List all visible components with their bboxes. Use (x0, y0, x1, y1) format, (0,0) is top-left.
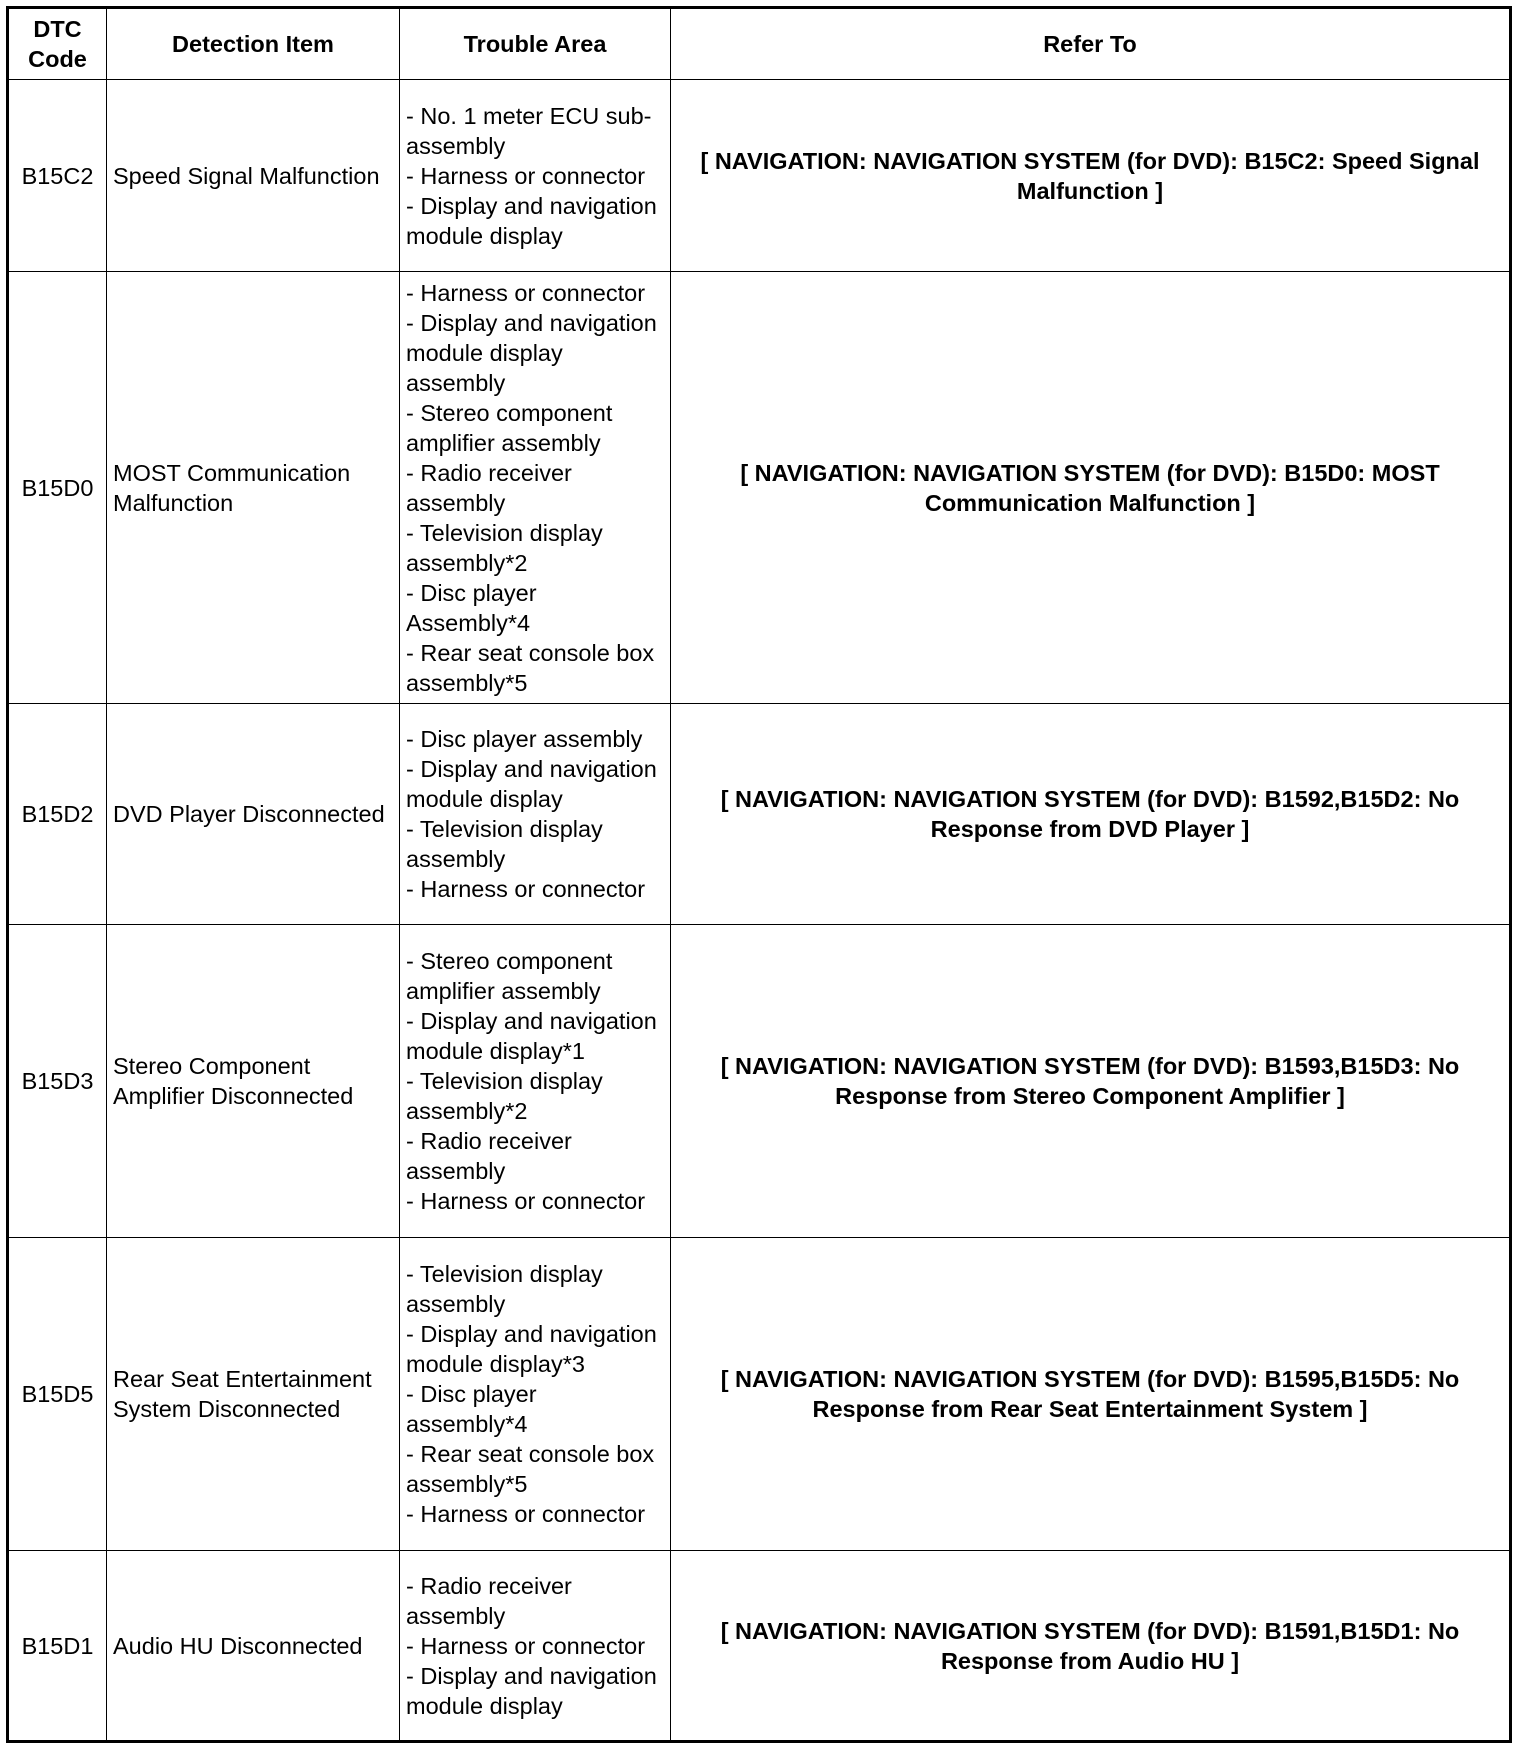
header-refer-to: Refer To (671, 8, 1511, 80)
refer-to-link[interactable]: [ NAVIGATION: NAVIGATION SYSTEM (for DVD): B1595,B15D5: No Response from Rear Seat Entertainment System ] (671, 1238, 1511, 1551)
trouble-area-cell: - Harness or connector - Display and navigation module display assembly - Stereo component amplifier assembly - Radio receiver assembly - Television display assembly*2 - Disc player Assembly*4 - Rear seat console box assembly*5 (400, 272, 671, 704)
detection-item-cell: Rear Seat Entertainment System Disconnected (107, 1238, 400, 1551)
header-dtc-code: DTC Code (8, 8, 107, 80)
trouble-area-cell: - Stereo component amplifier assembly - Display and navigation module display*1 - Television display assembly*2 - Radio receiver assembly - Harness or connector (400, 925, 671, 1238)
table-row (8, 1238, 1511, 1551)
header-detection-item: Detection Item (107, 8, 400, 80)
dtc-code-cell: B15D3 (8, 925, 107, 1238)
detection-item-cell: DVD Player Disconnected (107, 704, 400, 925)
detection-item-cell: Speed Signal Malfunction (107, 80, 400, 272)
refer-to-link[interactable]: [ NAVIGATION: NAVIGATION SYSTEM (for DVD): B1593,B15D3: No Response from Stereo Component Amplifier ] (671, 925, 1511, 1238)
table-row (8, 272, 1511, 704)
dtc-code-cell: B15D1 (8, 1551, 107, 1742)
table-row (8, 704, 1511, 925)
table-row (8, 925, 1511, 1238)
detection-item-cell: Audio HU Disconnected (107, 1551, 400, 1742)
trouble-area-cell: - Radio receiver assembly - Harness or connector - Display and navigation module display (400, 1551, 671, 1742)
trouble-area-cell: - Television display assembly - Display and navigation module display*3 - Disc player assembly*4 - Rear seat console box assembly*5 - Harness or connector (400, 1238, 671, 1551)
header-trouble-area: Trouble Area (400, 8, 671, 80)
dtc-code-cell: B15D2 (8, 704, 107, 925)
refer-to-link[interactable]: [ NAVIGATION: NAVIGATION SYSTEM (for DVD): B1591,B15D1: No Response from Audio HU ] (671, 1551, 1511, 1742)
trouble-area-cell: - No. 1 meter ECU sub-assembly - Harness or connector - Display and navigation module display (400, 80, 671, 272)
table-row (8, 80, 1511, 272)
header-row (8, 8, 1511, 80)
dtc-table (6, 6, 1512, 1743)
dtc-code-cell: B15D5 (8, 1238, 107, 1551)
table-row (8, 1551, 1511, 1742)
detection-item-cell: MOST Communication Malfunction (107, 272, 400, 704)
dtc-code-cell: B15C2 (8, 80, 107, 272)
dtc-code-cell: B15D0 (8, 272, 107, 704)
detection-item-cell: Stereo Component Amplifier Disconnected (107, 925, 400, 1238)
trouble-area-cell: - Disc player assembly - Display and navigation module display - Television display assembly - Harness or connector (400, 704, 671, 925)
refer-to-link[interactable]: [ NAVIGATION: NAVIGATION SYSTEM (for DVD): B15D0: MOST Communication Malfunction ] (671, 272, 1511, 704)
refer-to-link[interactable]: [ NAVIGATION: NAVIGATION SYSTEM (for DVD): B1592,B15D2: No Response from DVD Player ] (671, 704, 1511, 925)
refer-to-link[interactable]: [ NAVIGATION: NAVIGATION SYSTEM (for DVD): B15C2: Speed Signal Malfunction ] (671, 80, 1511, 272)
